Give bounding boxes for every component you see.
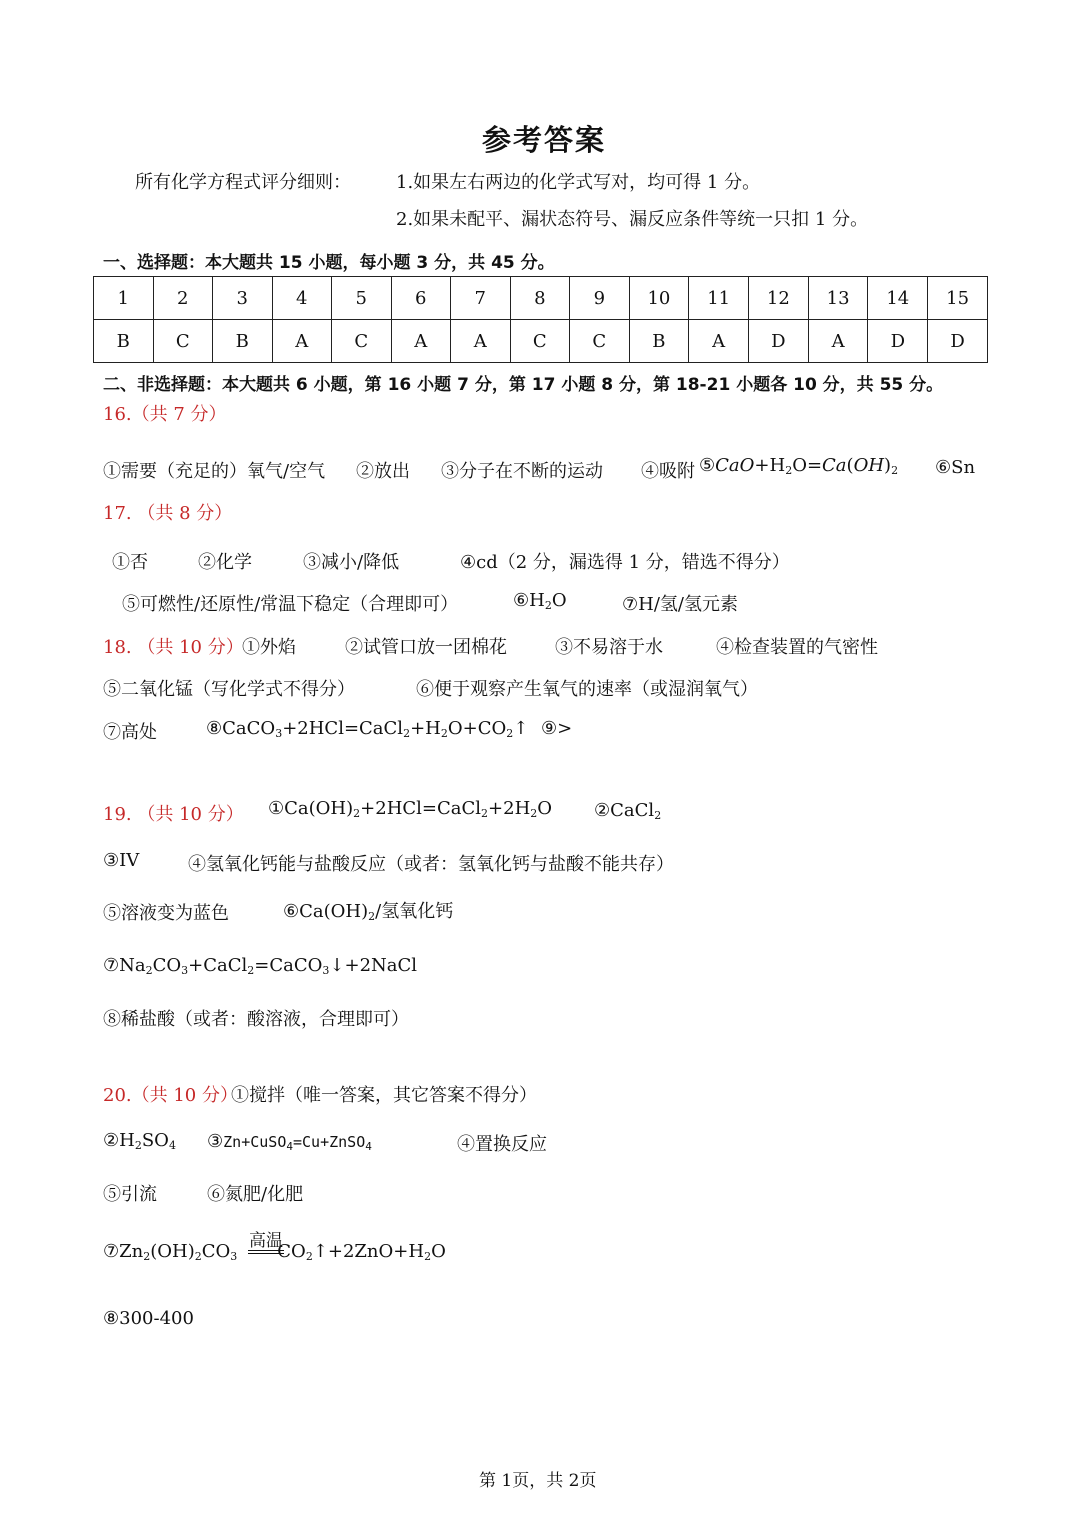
q19-answer-6-prefix: ⑥ [283, 901, 300, 922]
q17-answer-3: ③减小/降低 [303, 552, 400, 573]
q19-label: 19. （共 10 分） [103, 804, 244, 825]
answer-cell: A [451, 320, 511, 363]
answer-cell: C [153, 320, 213, 363]
question-number-cell: 8 [510, 277, 570, 320]
q18-answer-1: ①外焰 [242, 637, 296, 658]
q16-label: 16.（共 7 分） [103, 404, 227, 425]
q20-answer-5: ⑤引流 [103, 1184, 157, 1205]
q17-answer-5: ⑤可燃性/还原性/常温下稳定（合理即可） [122, 594, 459, 615]
answer-cell: D [868, 320, 928, 363]
q17-answer-7: ⑦H/氢/氢元素 [622, 594, 738, 615]
question-number-cell: 15 [928, 277, 988, 320]
q20-answer-7-prefix: ⑦ [103, 1241, 120, 1262]
q16-answer-5: $⑤CaO+H_2O=Ca(OH)_2$ [699, 455, 899, 477]
rule-1: 1.如果左右两边的化学式写对，均可得 1 分。 [396, 172, 761, 193]
question-number-cell: 9 [570, 277, 630, 320]
q18-answer-7: ⑦高处 [103, 722, 157, 743]
answer-cell: D [928, 320, 988, 363]
q20-answer-2: $②H_2SO_4$ [103, 1130, 176, 1152]
question-number-cell: 4 [272, 277, 332, 320]
q17-answer-6-prefix: ⑥H [513, 590, 545, 611]
q19-answer-2-prefix: ② [594, 800, 611, 821]
rules-lead: 所有化学方程式评分细则： [135, 172, 351, 193]
q16-answer-5-prefix: ⑤ [699, 455, 716, 476]
question-number-cell: 13 [808, 277, 868, 320]
q17-answer-1: ①否 [112, 552, 148, 573]
q18-answer-6: ⑥便于观察产生氧气的速率（或湿润氧气） [416, 679, 758, 700]
q19-answer-3: ③IV [103, 850, 140, 871]
question-number-cell: 11 [689, 277, 749, 320]
answer-cell: A [689, 320, 749, 363]
q19-answer-5: ⑤溶液变为蓝色 [103, 903, 229, 924]
q19-answer-1-prefix: ① [268, 798, 285, 819]
q20-answer-4: ④置换反应 [457, 1134, 547, 1155]
answer-table-answers-row [94, 320, 988, 363]
q19-answer-7-prefix: ⑦ [103, 955, 120, 976]
question-number-cell: 10 [629, 277, 689, 320]
q17-answer-6: $⑥H_2O$ [513, 590, 567, 612]
q20-answer-6: ⑥氮肥/化肥 [207, 1184, 304, 1205]
section2-heading: 二、非选择题：本大题共 6 小题，第 16 小题 7 分，第 17 小题 8 分，第 18-21 小题各 10 分，共 55 分。 [103, 375, 944, 395]
q16-answer-6: ⑥Sn [935, 457, 976, 478]
q19-answer-6: $⑥Ca(OH)_2/$氢氧化钙 [283, 901, 454, 923]
q18-answer-3: ③不易溶于水 [555, 637, 663, 658]
q16-answer-3: ③分子在不断的运动 [441, 461, 603, 482]
question-number-cell: 1 [94, 277, 154, 320]
q18-answer-8-prefix: ⑧ [206, 718, 223, 739]
section1-heading: 一、选择题：本大题共 15 小题，每小题 3 分，共 45 分。 [103, 253, 555, 273]
q17-answer-6-suffix: O [551, 590, 567, 611]
answer-cell: C [570, 320, 630, 363]
q20-answer-1: ①搅拌（唯一答案，其它答案不得分） [231, 1085, 537, 1106]
q20-answer-7: $⑦Zn_2(OH)_2CO_3$ $CO_2↑+2ZnO+H_2O$ [103, 1241, 446, 1263]
question-number-cell: 6 [391, 277, 451, 320]
q18-label: 18. （共 10 分） [103, 637, 244, 658]
rule-2: 2.如果未配平、漏状态符号、漏反应条件等统一只扣 1 分。 [396, 209, 869, 230]
q17-answer-4: ④cd（2 分，漏选得 1 分，错选不得分） [460, 552, 790, 573]
answer-cell: A [808, 320, 868, 363]
question-number-cell: 2 [153, 277, 213, 320]
q16-answer-4: ④吸附 [641, 461, 695, 482]
q20-answer-2-prefix: ② [103, 1130, 120, 1151]
equation-cao-h2o: CaO [715, 455, 755, 476]
q19-answer-1: $①Ca(OH)_2+2HCl=CaCl_2+2H_2O$ [268, 798, 553, 820]
q19-answer-8: ⑧稀盐酸（或者：酸溶液，合理即可） [103, 1009, 409, 1030]
q18-answer-4: ④检查装置的气密性 [716, 637, 878, 658]
q19-answer-6-suffix: /氢氧化钙 [375, 901, 454, 922]
q18-answer-8: $⑧CaCO_3+2HCl=CaCl_2+H_2O+CO_2↑$ [206, 718, 529, 740]
question-number-cell: 12 [749, 277, 809, 320]
page-title: 参考答案 [482, 123, 607, 157]
answer-cell: C [510, 320, 570, 363]
question-number-cell: 5 [332, 277, 392, 320]
q19-answer-2: ②CaCl$_2$ [594, 800, 662, 822]
q20-answer-3-prefix: ③ [207, 1131, 224, 1152]
q19-answer-7: $⑦Na_2CO_3+CaCl_2=CaCO_3↓+2NaCl$ [103, 955, 418, 977]
q16-answer-2: ②放出 [356, 461, 410, 482]
answer-table [93, 276, 988, 363]
q20-answer-3: ③Zn+CuSO$_4$=Cu+ZnSO$_4$ [207, 1131, 372, 1153]
answer-cell: C [332, 320, 392, 363]
q20-label: 20.（共 10 分） [103, 1085, 238, 1106]
q18-answer-9: ⑨> [541, 718, 573, 739]
q18-answer-2: ②试管口放一团棉花 [345, 637, 507, 658]
question-number-cell: 3 [213, 277, 273, 320]
heat-label: 高温 [249, 1231, 283, 1251]
q19-answer-4: ④氢氧化钙能与盐酸反应（或者：氢氧化钙与盐酸不能共存） [188, 854, 674, 875]
answer-cell: B [629, 320, 689, 363]
answer-cell: B [213, 320, 273, 363]
page-footer: 第 1页，共 2页 [479, 1471, 597, 1491]
q17-answer-2: ②化学 [198, 552, 252, 573]
question-number-cell: 7 [451, 277, 511, 320]
q16-answer-1: ①需要（充足的）氧气/空气 [103, 461, 326, 482]
heat-condition [248, 1226, 284, 1254]
question-number-cell: 14 [868, 277, 928, 320]
answer-cell: D [749, 320, 809, 363]
q17-label: 17. （共 8 分） [103, 503, 233, 524]
answer-table-numbers-row [94, 277, 988, 320]
q20-answer-8: ⑧300-400 [103, 1308, 194, 1329]
answer-cell: A [272, 320, 332, 363]
answer-cell: A [391, 320, 451, 363]
q18-answer-5: ⑤二氧化锰（写化学式不得分） [103, 679, 355, 700]
answer-cell: B [94, 320, 154, 363]
